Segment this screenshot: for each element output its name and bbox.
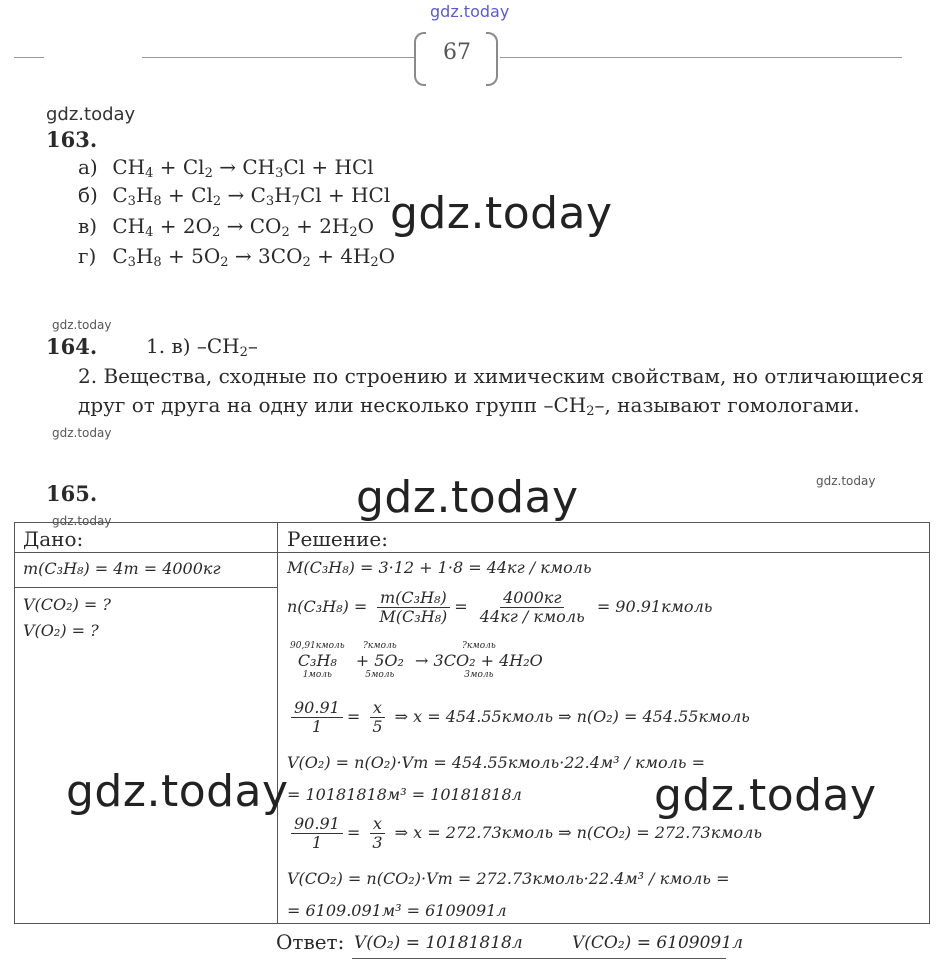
solution-volume-co2-line1: V(CO₂) = n(CO₂)·Vm = 272.73кмоль·22.4м³ / кмоль = [287,869,730,888]
watermark-small: gdz.today [52,514,112,528]
given-header: Дано: [23,527,84,551]
page-number-bracket-right [486,32,498,86]
solution-table [14,522,930,924]
watermark-big: gdz.today [390,188,613,239]
solution-header: Решение: [287,527,388,551]
header-rule-left-short [14,57,44,58]
table-header-rule [15,552,929,553]
given-mass: m(C₃H₈) = 4т = 4000кг [23,559,221,578]
watermark-small: gdz.today [816,474,876,488]
answer-o2: V(O₂) = 10181818л [354,933,523,953]
problem-165-label: 165. [46,481,98,506]
solution-proportion-co2: $\frac{90.91}{1}$ = $\frac{x}{3}$ ⇒ x = 272.73кмоль ⇒ n(CO₂) = 272.73кмоль [287,815,762,852]
solution-volume-co2-line2: = 6109.091м³ = 6109091л [287,901,507,920]
given-find-co2: V(CO₂) = ? [23,595,111,614]
watermark-top: gdz.today [430,2,510,21]
header-rule-left [142,57,414,58]
p164-line3: друг от друга на одну или несколько групп $-CH_2-$, называют гомологами. [78,393,860,419]
p164-line1: 1. в) $-CH_2-$ [146,334,258,360]
eq-163-a: а) $CH_4 + Cl_2 \to CH_3Cl$ + HCl [78,155,374,181]
watermark-big: gdz.today [66,766,289,817]
watermark-small: gdz.today [52,426,112,440]
problem-164-label: 164. [46,334,98,359]
watermark-big: gdz.today [356,472,579,523]
eq-163-g: г) $C_3H_8 + 5O_2 \to 3CO_2 + 4H_2O$ [78,244,396,270]
eq-163-b: б) $C_3H_8 + Cl_2 \to C_3H_7Cl$ + HCl [78,183,391,209]
solution-molar-mass: M(C₃H₈) = 3·12 + 1·8 = 44кг / кмоль [287,558,592,577]
given-rule [15,587,277,588]
table-divider [277,523,278,923]
watermark-small: gdz.today [52,318,112,332]
watermark-small: gdz.today [46,104,136,125]
answer-co2: V(CO₂) = 6109091л [572,933,743,953]
problem-163-label: 163. [46,127,98,152]
solution-reaction: 90,91кмоль C₃H₈ 1моль ?кмоль + 5O₂ 5моль ?кмоль → 3CO₂ + 4H₂O 3моль [290,641,543,680]
header-rule-right [500,57,902,58]
answer-underline [352,958,726,959]
given-find-o2: V(O₂) = ? [23,621,99,640]
solution-proportion-o2: $\frac{90.91}{1}$ = $\frac{x}{5}$ ⇒ x = 454.55кмоль ⇒ n(O₂) = 454.55кмоль [287,699,750,736]
eq-163-v: в) $CH_4 + 2O_2 \to CO_2 + 2H_2O$ [78,214,375,240]
solution-moles: n(C₃H₈) = $\frac{\text{m(C₃H₈)}}{\text{M(C₃H₈)}}$ = $\frac{4000кг}{\text{44кг / кмоль}}$ = 90.91кмоль [287,588,713,626]
answer-label: Ответ: [276,930,345,954]
watermark-big: gdz.today [654,770,877,821]
solution-volume-o2-line2: = 10181818м³ = 10181818л [287,785,522,804]
page-number-bracket-left [414,32,426,86]
page-number: 67 [443,40,471,65]
p164-line2: 2. Вещества, сходные по строению и химическим свойствам, но отличающиеся [78,364,924,388]
solution-volume-o2-line1: V(O₂) = n(O₂)·Vm = 454.55кмоль·22.4м³ / кмоль = [287,753,705,772]
